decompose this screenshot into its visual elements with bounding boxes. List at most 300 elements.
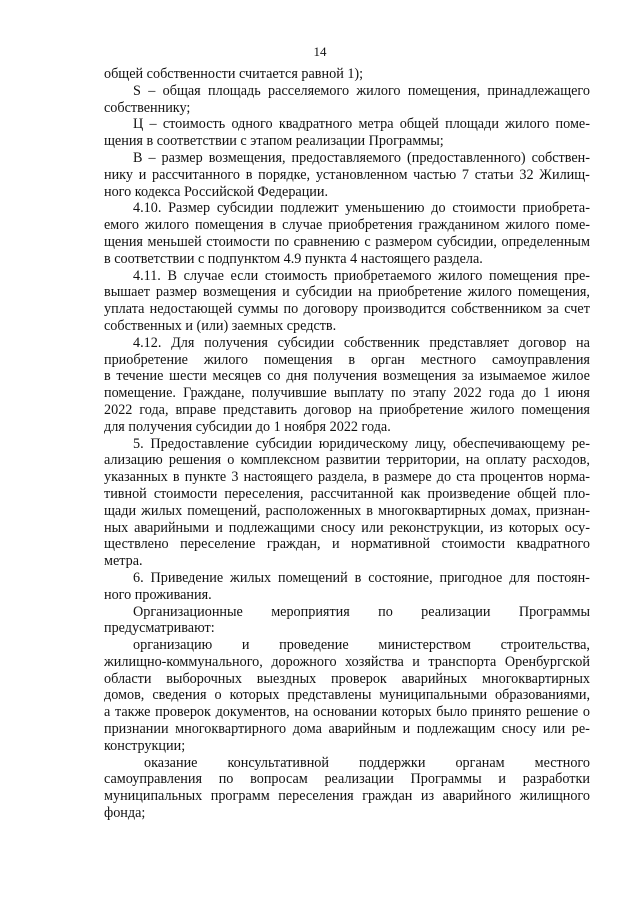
word: помещения bbox=[263, 351, 333, 368]
word: за bbox=[547, 301, 559, 318]
word: также bbox=[114, 704, 151, 721]
word: В bbox=[133, 149, 143, 166]
word: жилого bbox=[505, 116, 550, 133]
word: жилого bbox=[356, 82, 401, 99]
word: субсидии bbox=[216, 200, 274, 217]
word: области bbox=[104, 670, 152, 687]
word: в bbox=[348, 351, 356, 368]
word: основании bbox=[312, 704, 377, 721]
paragraph-4 bbox=[104, 200, 590, 267]
word: и bbox=[138, 166, 147, 183]
word: – bbox=[149, 116, 157, 133]
word: получения bbox=[313, 368, 378, 385]
word: ных bbox=[104, 519, 129, 536]
word: многоквартирных bbox=[378, 502, 486, 519]
word: рассчитанного bbox=[152, 166, 240, 183]
word: граждан, bbox=[266, 536, 321, 553]
word: помещения bbox=[521, 401, 590, 418]
word: собственником bbox=[450, 301, 542, 318]
word: стоимости bbox=[441, 536, 506, 553]
word: в bbox=[104, 368, 111, 385]
word: в bbox=[354, 569, 362, 586]
word: частью bbox=[413, 166, 457, 183]
word: раздела, bbox=[318, 469, 368, 486]
word: квадратного bbox=[278, 116, 353, 133]
word: договор bbox=[518, 334, 567, 351]
word: емого bbox=[104, 217, 139, 234]
word: жилых bbox=[230, 569, 272, 586]
word: граждан bbox=[362, 788, 413, 805]
text-line bbox=[104, 368, 590, 385]
word: недостающей bbox=[149, 301, 233, 318]
word: местного bbox=[420, 351, 477, 368]
word: подлежащим bbox=[416, 721, 496, 738]
word: и bbox=[331, 536, 340, 553]
word: организацию bbox=[133, 637, 213, 654]
word: местного bbox=[534, 754, 590, 771]
word: жилого bbox=[203, 351, 248, 368]
text-line: щения в соответствии с этапом реализации Программы; bbox=[104, 133, 444, 150]
word: (предоставленного) bbox=[407, 149, 526, 166]
text-line bbox=[104, 402, 590, 419]
word: лицу, bbox=[414, 435, 447, 452]
word: помещения, bbox=[407, 82, 481, 99]
word: дома bbox=[292, 721, 322, 738]
word: решение bbox=[526, 704, 579, 721]
word: постоян- bbox=[536, 569, 590, 586]
word: определенным bbox=[501, 233, 590, 250]
word: жилое bbox=[551, 368, 590, 385]
text-line bbox=[104, 234, 590, 251]
word: общей bbox=[517, 485, 557, 502]
text-line bbox=[104, 637, 590, 654]
word: которых bbox=[229, 687, 280, 704]
word: установленном bbox=[315, 166, 408, 183]
text-line bbox=[104, 116, 590, 133]
word: документов, bbox=[215, 704, 290, 721]
text-line bbox=[104, 284, 590, 301]
word: муниципальных bbox=[104, 788, 203, 805]
text-line: собственных и (или) заемных средств. bbox=[104, 317, 337, 334]
word: вышает bbox=[104, 284, 150, 301]
word: В bbox=[167, 267, 177, 284]
word: многоквартирного bbox=[175, 721, 287, 738]
word: на bbox=[358, 284, 372, 301]
word: сносу bbox=[320, 519, 356, 536]
word: хозяйства bbox=[345, 653, 404, 670]
word: 4.12. bbox=[133, 334, 162, 351]
word: гражданином bbox=[418, 217, 500, 234]
word: транспорта bbox=[428, 653, 497, 670]
word: поддержки bbox=[359, 754, 426, 771]
word: Оренбургской bbox=[504, 653, 590, 670]
word: по bbox=[283, 301, 299, 318]
word: жилого bbox=[438, 267, 483, 284]
word: за bbox=[461, 368, 474, 385]
text-line bbox=[104, 83, 590, 100]
word: 2022 bbox=[104, 401, 133, 418]
word: на bbox=[465, 452, 480, 469]
word: стоимость bbox=[162, 116, 226, 133]
word: 4.11. bbox=[133, 267, 161, 284]
word: аварийным bbox=[328, 721, 396, 738]
word: – bbox=[148, 149, 156, 166]
text-line bbox=[104, 385, 590, 402]
word: ре- bbox=[571, 721, 590, 738]
word: Приведение bbox=[150, 569, 224, 586]
word: было bbox=[436, 704, 468, 721]
page-number: 14 bbox=[313, 44, 327, 59]
word: обеспечивающему bbox=[453, 435, 566, 452]
text-line bbox=[104, 503, 590, 520]
word: расходов, bbox=[532, 452, 590, 469]
word: комплексном bbox=[240, 452, 320, 469]
word: приобретение bbox=[377, 284, 462, 301]
word: суммы bbox=[237, 301, 279, 318]
word: пункте bbox=[184, 469, 227, 486]
word: жилого bbox=[467, 284, 512, 301]
word: нику bbox=[104, 166, 133, 183]
word: собственник bbox=[343, 334, 420, 351]
word: проверок bbox=[331, 670, 387, 687]
word: образованиями, bbox=[495, 687, 590, 704]
word: стоимости bbox=[206, 233, 270, 250]
word: получившие bbox=[251, 385, 327, 402]
word: или bbox=[361, 519, 384, 536]
word: случае bbox=[183, 267, 224, 284]
word: сносу bbox=[501, 721, 537, 738]
text-line bbox=[104, 268, 590, 285]
word: самоуправления bbox=[491, 351, 590, 368]
word: проверок bbox=[155, 704, 211, 721]
word: по bbox=[378, 603, 393, 620]
word: пло- bbox=[563, 485, 590, 502]
word: 5. bbox=[133, 435, 144, 452]
text-line bbox=[104, 352, 590, 369]
word: жилого bbox=[505, 217, 550, 234]
word: представляет bbox=[429, 334, 509, 351]
paragraph-7 bbox=[104, 436, 590, 570]
text-line: общей собственности считается равной 1); bbox=[104, 66, 364, 82]
word: помещения bbox=[488, 267, 558, 284]
word: площади bbox=[445, 116, 499, 133]
word: возмещения bbox=[202, 284, 277, 301]
word: и bbox=[498, 771, 506, 788]
text-line: фонда; bbox=[104, 805, 146, 822]
text-line bbox=[104, 687, 590, 704]
word: порядке, bbox=[258, 166, 311, 183]
word: сравнению bbox=[293, 233, 360, 250]
text-line: для получения субсидии до 1 ноября 2022 года. bbox=[104, 418, 391, 435]
word: помещения, bbox=[517, 284, 590, 301]
word: щади bbox=[104, 502, 137, 519]
word: подлежит bbox=[280, 200, 339, 217]
word: предоставляемого bbox=[291, 149, 402, 166]
text-line bbox=[104, 771, 590, 788]
word: шести bbox=[169, 368, 207, 385]
word: на bbox=[358, 401, 373, 418]
word: в bbox=[245, 166, 253, 183]
word: Организационные bbox=[133, 603, 243, 620]
word: реализации bbox=[324, 771, 394, 788]
word: развитии bbox=[325, 452, 381, 469]
word: реконструкции, bbox=[389, 519, 484, 536]
word: оплату bbox=[485, 452, 527, 469]
paragraph-0 bbox=[104, 66, 590, 83]
word: и bbox=[282, 284, 290, 301]
word: изымаемое bbox=[479, 368, 547, 385]
word: этапу bbox=[412, 385, 447, 402]
word: стоимости bbox=[452, 200, 516, 217]
text-line bbox=[104, 604, 590, 621]
text-line: ного проживания. bbox=[104, 586, 212, 603]
word: в bbox=[366, 502, 373, 519]
word: субсидии bbox=[255, 435, 313, 452]
word: тивной bbox=[104, 485, 147, 502]
word: года bbox=[488, 385, 515, 402]
word: как bbox=[400, 485, 421, 502]
word: приобретения bbox=[328, 217, 413, 234]
word: жилого bbox=[144, 217, 190, 234]
word: 7 bbox=[461, 166, 469, 183]
word: помещения bbox=[194, 217, 264, 234]
word: представлены bbox=[287, 687, 372, 704]
word: размером bbox=[375, 233, 433, 250]
word: нормативной bbox=[351, 536, 431, 553]
word: года, bbox=[139, 401, 169, 418]
word: вопросам bbox=[250, 771, 308, 788]
word: мероприятия bbox=[271, 603, 350, 620]
word: и bbox=[402, 721, 411, 738]
text-line bbox=[104, 755, 590, 772]
word: ализацию bbox=[104, 452, 163, 469]
word: поме- bbox=[555, 116, 590, 133]
word: течение bbox=[116, 368, 164, 385]
text-line bbox=[104, 436, 590, 453]
word: о bbox=[582, 704, 590, 721]
word: а bbox=[104, 704, 111, 721]
text-line bbox=[104, 469, 590, 486]
word: Ц bbox=[133, 116, 144, 133]
word: территории, bbox=[386, 452, 460, 469]
word: консультативной bbox=[227, 754, 329, 771]
word: дня bbox=[286, 368, 308, 385]
word: получения bbox=[204, 334, 268, 351]
word: расселяемого bbox=[268, 82, 350, 99]
paragraph-6 bbox=[104, 335, 590, 436]
paragraph-1 bbox=[104, 83, 590, 117]
word: уменьшению bbox=[345, 200, 425, 217]
word: поме- bbox=[555, 217, 590, 234]
word: статьи bbox=[474, 166, 514, 183]
text-line bbox=[104, 721, 590, 738]
word: представить bbox=[223, 401, 297, 418]
word: признан- bbox=[535, 502, 590, 519]
word: реализации bbox=[421, 603, 491, 620]
word: переселение bbox=[180, 536, 256, 553]
word: принято bbox=[471, 704, 522, 721]
word: – bbox=[148, 82, 156, 99]
word: приобретение bbox=[104, 351, 188, 368]
word: стоимость bbox=[264, 267, 328, 284]
word: переселения bbox=[278, 788, 354, 805]
word: указанных bbox=[104, 469, 168, 486]
text-line: метра. bbox=[104, 553, 143, 570]
word: собствен- bbox=[531, 149, 590, 166]
word: до bbox=[436, 469, 452, 486]
word: 1 bbox=[543, 385, 551, 402]
paragraph-5 bbox=[104, 268, 590, 335]
paragraph-8 bbox=[104, 570, 590, 604]
word: июня bbox=[557, 385, 590, 402]
word: из bbox=[489, 519, 503, 536]
word: настоящего bbox=[243, 469, 313, 486]
word: состояние, bbox=[368, 569, 433, 586]
word: Граждане, bbox=[183, 385, 245, 402]
word: счет bbox=[564, 301, 590, 318]
word: самоуправления bbox=[104, 771, 202, 788]
word: юридическому bbox=[318, 435, 409, 452]
text-line bbox=[104, 704, 590, 721]
word: из bbox=[420, 788, 435, 805]
word: разработки bbox=[522, 771, 590, 788]
word: 32 bbox=[519, 166, 534, 183]
word: многоквартирных bbox=[482, 670, 590, 687]
word: переселения, bbox=[224, 485, 304, 502]
word: в bbox=[172, 469, 180, 486]
word: по bbox=[274, 233, 290, 250]
word: выборочных bbox=[166, 670, 242, 687]
text-line bbox=[104, 536, 590, 553]
text-line: конструкции; bbox=[104, 737, 186, 754]
word: министерством bbox=[378, 637, 471, 654]
word: строительства, bbox=[500, 637, 590, 654]
word: рассчитанной bbox=[310, 485, 394, 502]
word: или bbox=[542, 721, 566, 738]
text-line bbox=[104, 788, 590, 805]
word: договор bbox=[303, 401, 352, 418]
word: до bbox=[521, 385, 537, 402]
word: 6. bbox=[133, 569, 144, 586]
word: оказание bbox=[144, 754, 198, 771]
word: с bbox=[364, 233, 371, 250]
word: общая bbox=[162, 82, 201, 99]
word: ста bbox=[456, 469, 476, 486]
word: на bbox=[294, 704, 309, 721]
word: жилых bbox=[141, 502, 183, 519]
word: если bbox=[230, 267, 259, 284]
word: пре- bbox=[564, 267, 590, 284]
word: по bbox=[218, 771, 234, 788]
word: которых bbox=[508, 519, 559, 536]
word: домов, bbox=[104, 687, 145, 704]
word: выездных bbox=[256, 670, 317, 687]
word: размер bbox=[161, 149, 203, 166]
word: проведение bbox=[279, 637, 349, 654]
word: со bbox=[267, 368, 281, 385]
word: помещений bbox=[278, 569, 348, 586]
text-line bbox=[104, 486, 590, 503]
text-line: собственнику; bbox=[104, 99, 191, 116]
text-line: предусматривают: bbox=[104, 620, 215, 637]
text-line bbox=[104, 217, 590, 234]
word: приобретение bbox=[379, 401, 464, 418]
paragraph-2 bbox=[104, 116, 590, 150]
word: размере bbox=[384, 469, 432, 486]
word: приобретаемого bbox=[333, 267, 432, 284]
word: 2022 bbox=[453, 385, 482, 402]
word: жилищного bbox=[519, 788, 590, 805]
text-line bbox=[104, 200, 590, 217]
word: общей bbox=[399, 116, 439, 133]
word: возмещения bbox=[382, 368, 457, 385]
word: квадратного bbox=[516, 536, 590, 553]
text-line bbox=[104, 150, 590, 167]
word: программ bbox=[210, 788, 270, 805]
word: дорожного bbox=[271, 653, 337, 670]
word: признании bbox=[104, 721, 169, 738]
text-line bbox=[104, 570, 590, 587]
word: расположенных bbox=[265, 502, 362, 519]
word: органам bbox=[455, 754, 505, 771]
word: до bbox=[431, 200, 446, 217]
word: процентов bbox=[480, 469, 544, 486]
word: возмещения, bbox=[208, 149, 286, 166]
word: Жилищ- bbox=[539, 166, 590, 183]
text-line: в соответствии с подпунктом 4.9 пункта 4 настоящего раздела. bbox=[104, 250, 483, 267]
word: о bbox=[214, 687, 222, 704]
word: пригодное bbox=[439, 569, 503, 586]
word: выплату bbox=[333, 385, 384, 402]
word: размер bbox=[155, 284, 198, 301]
word: о bbox=[227, 452, 235, 469]
text-line bbox=[104, 671, 590, 688]
word: меньшей bbox=[147, 233, 202, 250]
word: 4.10. bbox=[133, 200, 162, 217]
word: подлежащими bbox=[228, 519, 315, 536]
word: которых bbox=[381, 704, 432, 721]
paragraph-10 bbox=[104, 637, 590, 755]
word: решения bbox=[168, 452, 222, 469]
text-line bbox=[104, 167, 590, 184]
word: субсидии, bbox=[436, 233, 497, 250]
word: принадлежащего bbox=[487, 82, 590, 99]
document-body bbox=[104, 66, 590, 822]
paragraph-3 bbox=[104, 150, 590, 200]
word: осу- bbox=[564, 519, 590, 536]
word: ществлено bbox=[104, 536, 169, 553]
word: приобрета- bbox=[522, 200, 590, 217]
word: домах, bbox=[490, 502, 531, 519]
word: норма- bbox=[548, 469, 590, 486]
word: и bbox=[241, 637, 250, 654]
word: уплата bbox=[104, 301, 145, 318]
word: на bbox=[576, 334, 590, 351]
word: помещение. bbox=[104, 385, 176, 402]
text-line: ного кодекса Российской Федерации. bbox=[104, 183, 329, 200]
word: ре- bbox=[571, 435, 590, 452]
word: Предоставление bbox=[150, 435, 249, 452]
word: случае bbox=[282, 217, 323, 234]
word: произведение bbox=[427, 485, 511, 502]
word: в bbox=[269, 217, 277, 234]
word: Для bbox=[171, 334, 195, 351]
word: аварийных bbox=[401, 670, 468, 687]
word: вправе bbox=[175, 401, 217, 418]
word: муниципальными bbox=[379, 687, 488, 704]
word: месяцев bbox=[212, 368, 262, 385]
text-line bbox=[104, 335, 590, 352]
